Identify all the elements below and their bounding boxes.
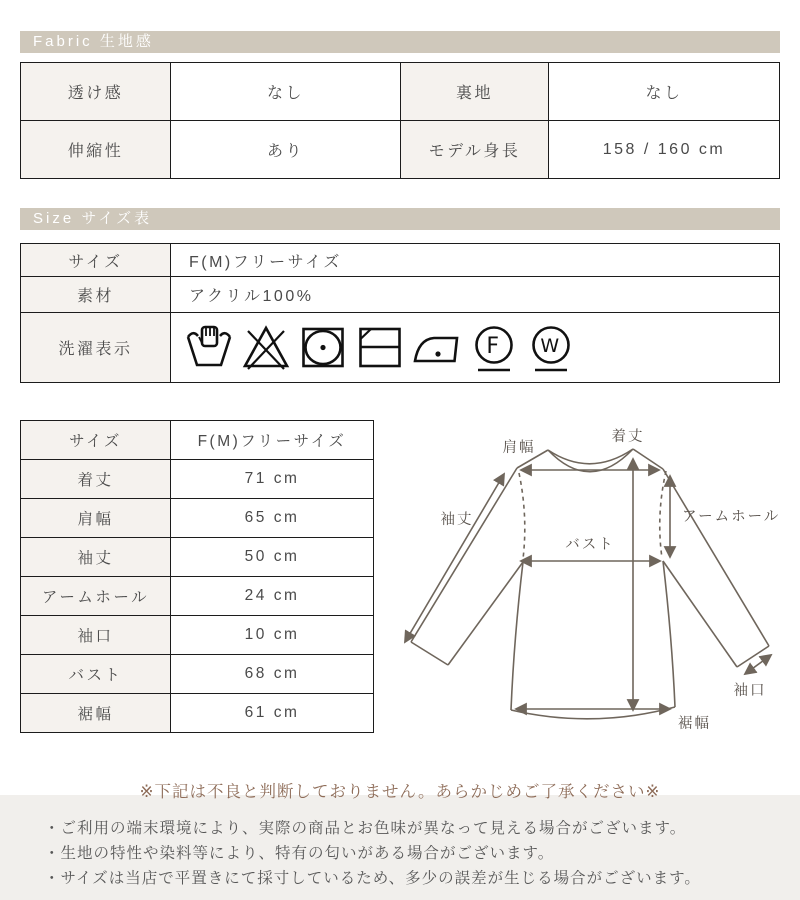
meas-row-value: 10 cm <box>171 616 374 655</box>
fabric-row-value: 158 / 160 cm <box>549 121 780 179</box>
fabric-row-value: なし <box>549 63 780 121</box>
meas-header-label: サイズ <box>21 421 171 460</box>
notes-header: ※下記は不良と判断しておりません。あらかじめご了承ください※ <box>139 783 661 801</box>
diagram-label-shoulder: 肩幅 <box>502 440 536 456</box>
fabric-row-label: 裏地 <box>401 63 549 121</box>
diagram-label-armhole: アームホール <box>682 509 781 525</box>
letter-f: F <box>486 333 502 359</box>
size-info-table <box>20 243 780 383</box>
fabric-row-value: あり <box>171 121 401 179</box>
meas-row-label: バスト <box>21 655 171 694</box>
meas-row-value: 65 cm <box>171 499 374 538</box>
wet-clean-icon <box>527 322 575 374</box>
fabric-row-label: モデル身長 <box>401 121 549 179</box>
note-item <box>44 866 701 891</box>
meas-row-label: 袖口 <box>21 616 171 655</box>
meas-row-value: 61 cm <box>171 694 374 733</box>
do-not-bleach-icon <box>242 322 290 374</box>
info-row-label: 素材 <box>21 277 171 313</box>
meas-row-value: 24 cm <box>171 577 374 616</box>
fabric-row-label: 透け感 <box>21 63 171 121</box>
dry-clean-petroleum-icon <box>470 322 518 374</box>
info-row-label: サイズ <box>21 244 171 277</box>
diagram-label-sleeve: 袖丈 <box>440 512 474 528</box>
fabric-table <box>20 62 780 179</box>
measurement-table <box>20 420 374 733</box>
note-item <box>44 816 701 841</box>
meas-row-label: アームホール <box>21 577 171 616</box>
iron-low-icon <box>413 322 461 374</box>
bullet-char: ・ <box>44 820 61 837</box>
note-text: 生地の特性や染料等により、特有の匂いがある場合がございます。 <box>60 845 555 862</box>
info-row-value: F(M)フリーサイズ <box>171 244 780 277</box>
meas-row-value: 71 cm <box>171 460 374 499</box>
meas-row-label: 裾幅 <box>21 694 171 733</box>
note-item <box>44 841 701 866</box>
letter-w: W <box>540 334 562 357</box>
bullet-char: ・ <box>44 870 61 887</box>
meas-row-label: 肩幅 <box>21 499 171 538</box>
note-text: サイズは当店で平置きにて採寸しているため、多少の誤差が生じる場合がございます。 <box>60 870 701 887</box>
meas-row-value: 68 cm <box>171 655 374 694</box>
measurement-arrows <box>405 459 771 710</box>
care-row-label: 洗濯表示 <box>21 313 171 383</box>
tumble-dry-low-icon <box>299 322 347 374</box>
diagram-label-cuff: 袖口 <box>733 683 767 699</box>
garment-outline <box>411 449 769 719</box>
meas-row-value: 50 cm <box>171 538 374 577</box>
meas-header-value: F(M)フリーサイズ <box>171 421 374 460</box>
fabric-row-value: なし <box>171 63 401 121</box>
fabric-row-label: 伸縮性 <box>21 121 171 179</box>
fabric-section-title: Fabric 生地感 <box>20 31 780 53</box>
diagram-label-bust: バスト <box>565 537 615 553</box>
bullet-char: ・ <box>44 845 61 862</box>
meas-row-label: 着丈 <box>21 460 171 499</box>
meas-row-label: 袖丈 <box>21 538 171 577</box>
hand-wash-icon <box>185 322 233 374</box>
notes-list <box>44 816 701 891</box>
flat-dry-in-shade-icon <box>356 322 404 374</box>
size-section-title: Size サイズ表 <box>20 208 780 230</box>
info-row-value: アクリル100% <box>171 277 780 313</box>
garment-measurement-diagram <box>390 418 800 763</box>
diagram-label-length: 着丈 <box>611 429 645 445</box>
note-text: ご利用の端末環境により、実際の商品とお色味が異なって見える場合がございます。 <box>60 820 687 837</box>
care-icons-row <box>171 313 780 383</box>
diagram-label-hem: 裾幅 <box>678 716 711 732</box>
